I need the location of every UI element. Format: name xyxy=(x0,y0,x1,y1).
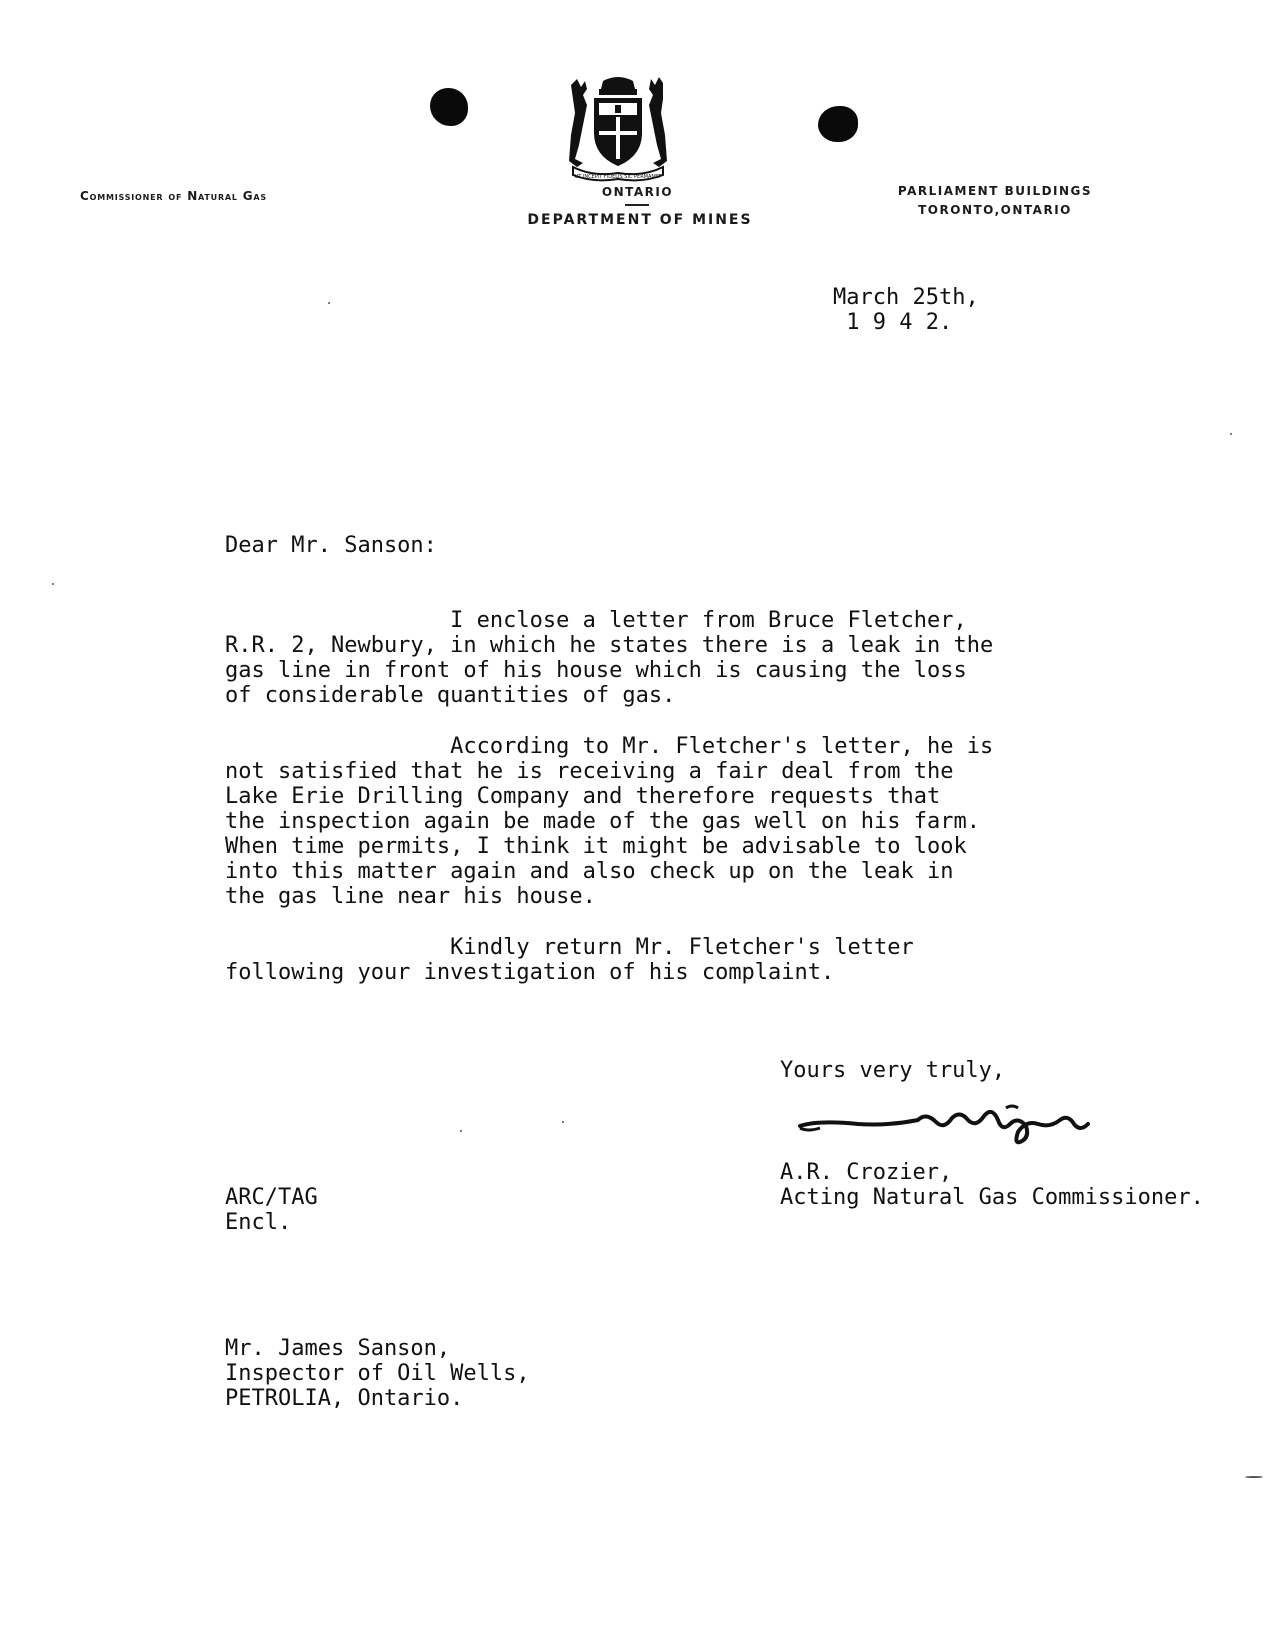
scan-speck xyxy=(328,302,330,304)
reference-block xyxy=(225,1185,318,1235)
recipient-address xyxy=(225,1336,530,1411)
ontario-coat-of-arms-icon xyxy=(563,75,673,183)
body-paragraph-1: I enclose a letter from Bruce Fletcher, R.R. 2, Newbury, in which he states there is a leak in the gas line in front of his house which is causing the loss of considerable quantities of gas. xyxy=(225,608,994,708)
enclosure-note: Encl. xyxy=(225,1210,292,1235)
scan-speck xyxy=(1230,433,1232,435)
letterhead-ontario: ONTARIO xyxy=(601,185,674,199)
ink-blot-left xyxy=(430,88,468,126)
recipient-line1: Mr. James Sanson, xyxy=(225,1336,451,1361)
reference-initials: ARC/TAG xyxy=(225,1185,318,1210)
recipient-line2: Inspector of Oil Wells, xyxy=(225,1361,530,1386)
body-paragraph-2: According to Mr. Fletcher's letter, he is not satisfied that he is receiving a fair deal from the Lake Erie Drilling Company and therefore requests that the inspection again be made of the gas well on his farm. When time permits, I think it might be advisable to look into this matter again and also check up on the leak in the gas line near his house. xyxy=(225,734,994,909)
svg-text:UT INCEPIT FIDELIS SIC PERMANE: UT INCEPIT FIDELIS SIC PERMANET xyxy=(574,174,662,180)
letterhead-address-line1: PARLIAMENT BUILDINGS xyxy=(897,184,1093,198)
letter-date xyxy=(833,285,979,335)
salutation: Dear Mr. Sanson: xyxy=(225,533,437,558)
handwritten-signature xyxy=(798,1098,1098,1148)
letterhead-commissioner: Commissioner of Natural Gas xyxy=(80,189,267,203)
letterhead-divider xyxy=(625,204,649,206)
signer-title: Acting Natural Gas Commissioner. xyxy=(780,1185,1204,1210)
letterhead-department: DEPARTMENT OF MINES xyxy=(527,212,753,228)
scan-speck xyxy=(460,1130,462,1132)
recipient-line3: PETROLIA, Ontario. xyxy=(225,1386,464,1411)
ink-blot-right xyxy=(818,106,858,142)
scan-speck xyxy=(1245,1476,1263,1478)
letterhead-address-line2: TORONTO,ONTARIO xyxy=(918,203,1072,217)
date-line2: 1 9 4 2. xyxy=(846,310,953,335)
scan-speck xyxy=(562,1121,564,1123)
closing: Yours very truly, xyxy=(780,1058,1006,1083)
body-paragraph-3: Kindly return Mr. Fletcher's letter following your investigation of his complaint. xyxy=(225,935,914,985)
date-line1: March 25th, xyxy=(833,285,979,310)
signer-block xyxy=(780,1160,1204,1210)
scan-speck xyxy=(52,583,54,585)
signer-name: A.R. Crozier, xyxy=(780,1160,953,1185)
